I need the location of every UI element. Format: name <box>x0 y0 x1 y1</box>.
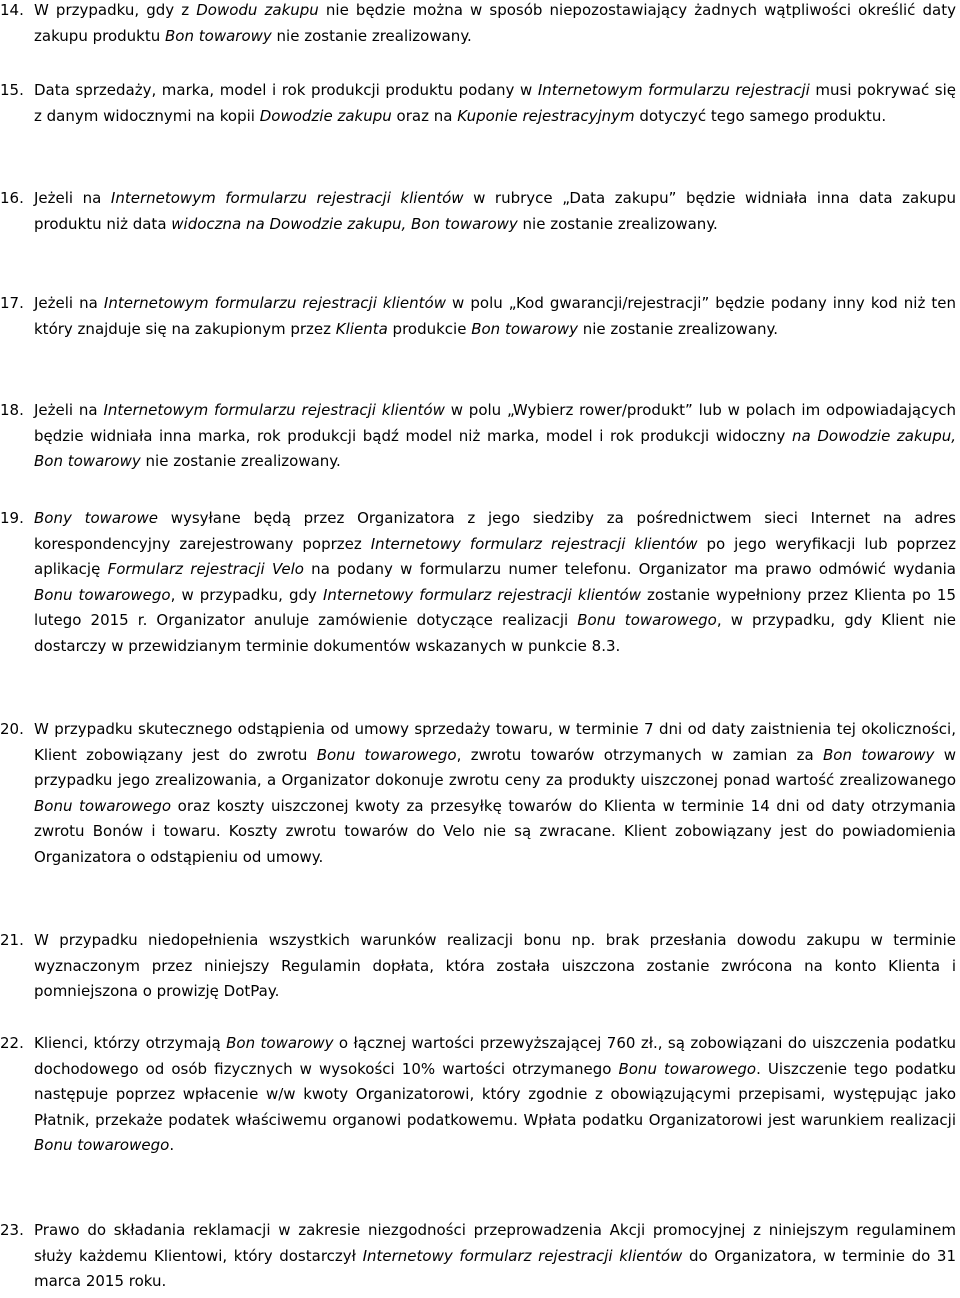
clause-text <box>34 291 956 342</box>
text-run: nie zostanie zrealizowany. <box>140 452 341 470</box>
italic-term: Bon towarowy <box>471 319 578 338</box>
clause-text <box>34 506 956 659</box>
text-run: po jego weryfikacji lub poprzez aplikację <box>34 534 956 578</box>
italic-term: Internetowy formularz rejestracji klientów <box>370 534 698 553</box>
clause-14 <box>0 0 960 49</box>
text-run: w przypadku jego zrealizowania, a Organizator dokonuje zwrotu ceny za produkty uiszczonej ponad wartość zrealizowanego <box>34 745 956 789</box>
text-run: w polu „Wybierz rower/produkt” lub w polach im odpowiadających będzie widniała inna marka, rok produkcji bądź model niż marka, model i rok produkcji widoczny <box>34 401 956 445</box>
clause-text <box>34 78 956 129</box>
text-run: w rubryce „Data zakupu” będzie widniała inna data zakupu produktu niż data <box>34 189 957 233</box>
clause-18 <box>0 398 960 475</box>
italic-term: Bon towarowy <box>823 745 935 764</box>
italic-term: Bon towarowy <box>165 26 272 45</box>
italic-term: Klienta <box>335 319 388 338</box>
text-run: Jeżeli na <box>34 401 104 419</box>
clause-23 <box>0 1218 960 1295</box>
clause-19 <box>0 506 960 659</box>
clause-number: 23. <box>0 1221 24 1239</box>
text-run: Data sprzedaży, marka, model i rok produkcji produktu podany w <box>34 81 538 99</box>
text-run: . <box>169 1136 175 1154</box>
text-run: nie będzie można w sposób niepozostawiający żadnych wątpliwości określić daty zakupu produktu <box>34 1 956 45</box>
clause-text <box>34 928 956 1005</box>
clause-22 <box>0 1031 960 1159</box>
clause-16 <box>0 186 960 237</box>
text-run: oraz na <box>391 106 458 125</box>
clause-20 <box>0 717 960 870</box>
italic-term: Bonu towarowego <box>577 611 717 629</box>
clause-number: 20. <box>0 720 24 738</box>
text-run: w polu „Kod gwarancji/rejestracji” będzie podany inny kod niż ten który znajduje się na zakupionym przez <box>34 294 956 338</box>
text-run: Jeżeli na <box>34 189 111 207</box>
text-run: produkcie <box>387 319 472 338</box>
clause-number: 14. <box>0 1 24 19</box>
italic-term: Dowodu zakupu <box>196 1 319 19</box>
text-run: W przypadku niedopełnienia wszystkich warunków realizacji bonu np. brak przesłania dowodu zakupu w terminie wyznaczonym przez niniejszy Regulamin dopłata, która została uiszczona zostanie zwrócona na konto Klienta i pomniejszona o prowizję DotPay. <box>34 931 956 1000</box>
clause-text <box>34 186 956 237</box>
italic-term: na Dowodzie zakupu, Bon towarowy <box>34 426 956 470</box>
clause-text <box>34 0 956 49</box>
text-run: W przypadku, gdy z <box>34 1 197 19</box>
clause-number: 18. <box>0 401 24 419</box>
clause-17 <box>0 291 960 342</box>
italic-term: Bony towarowe <box>34 509 158 527</box>
italic-term: Internetowym formularzu rejestracji klientów <box>103 294 446 312</box>
text-run: Prawo do składania reklamacji w zakresie niezgodności przeprowadzenia Akcji promocyjnej z niniejszym regulaminem służy każdemu Klientowi, który dostarczył <box>34 1221 956 1265</box>
clause-number: 15. <box>0 81 24 99</box>
text-run: o łącznej wartości przewyższającej 760 zł., są zobowiązani do uiszczenia podatku dochodowego od osób fizycznych w wysokości 10% wartości otrzymanego <box>34 1034 956 1078</box>
italic-term: Bon towarowy <box>226 1034 334 1052</box>
text-run: , zwrotu towarów otrzymanych w zamian za <box>456 745 824 764</box>
clause-number: 17. <box>0 294 24 312</box>
text-run: oraz koszty uiszczonej kwoty za przesyłkę towarów do Klienta w terminie 14 dni od daty otrzymania zwrotu Bonów i towaru. Koszty zwrotu towarów do Velo nie są zwracane. Klient zobowiązany jest do powiadomienia Organizatora o odstąpieniu od umowy. <box>34 796 956 866</box>
italic-term: Bonu towarowego <box>34 796 172 815</box>
text-run: dotyczyć tego samego produktu. <box>634 106 887 125</box>
italic-term: Internetowy formularz rejestracji klientów <box>362 1246 683 1265</box>
text-run: . Uiszczenie tego podatku następuje poprzez wpłacenie w/w kwoty Organizatorowi, który zgodnie z obowiązującymi przepisami, występując jako Płatnik, przekaże podatek właściwemu organowi podatkowemu. Wpłata podatku Organizatorowi jest warunkiem realizacji <box>34 1059 957 1129</box>
text-run: musi pokrywać się z danym widocznymi na kopii <box>34 81 956 125</box>
italic-term: Internetowy formularz rejestracji klientów <box>322 585 641 604</box>
clause-number: 21. <box>0 931 24 949</box>
clause-text <box>34 1218 956 1295</box>
text-run: nie zostanie zrealizowany. <box>517 214 718 233</box>
text-run: zostanie wypełniony przez Klienta po 15 lutego 2015 r. Organizator anuluje zamówienie dotyczące realizacji <box>34 585 956 629</box>
clause-number: 19. <box>0 509 24 527</box>
italic-term: Dowodzie zakupu <box>259 106 392 125</box>
clause-number: 22. <box>0 1034 24 1052</box>
text-run: , w przypadku, gdy Klient nie dostarczy w przewidzianym terminie dokumentów wskazanych w punkcie 8.3. <box>34 611 956 655</box>
italic-term: Bonu towarowego <box>34 585 171 604</box>
text-run: , w przypadku, gdy <box>170 585 323 604</box>
text-run: na podany w formularzu numer telefonu. Organizator ma prawo odmówić wydania <box>303 560 956 578</box>
clause-text <box>34 717 956 870</box>
italic-term: Bonu towarowego <box>34 1136 170 1154</box>
text-run: do Organizatora, w terminie do 31 marca 2015 roku. <box>34 1246 957 1290</box>
clause-15 <box>0 78 960 129</box>
text-run: wysyłane będą przez Organizatora z jego siedziby za pośrednictwem sieci Internet na adres korespondencyjny zarejestrowany poprzez <box>34 509 956 553</box>
italic-term: Internetowym formularzu rejestracji klientów <box>103 401 445 419</box>
text-run: nie zostanie zrealizowany. <box>271 26 472 45</box>
text-run: Jeżeli na <box>34 294 104 312</box>
italic-term: Bonu towarowego <box>316 745 457 764</box>
text-run: nie zostanie zrealizowany. <box>577 319 779 338</box>
italic-term: Formularz rejestracji Velo <box>107 560 304 578</box>
italic-term: Kuponie rejestracyjnym <box>457 106 635 125</box>
italic-term: Internetowym formularzu rejestracji <box>537 81 810 99</box>
clause-text <box>34 1031 956 1159</box>
text-run: Klienci, którzy otrzymają <box>34 1034 227 1052</box>
clause-number: 16. <box>0 189 24 207</box>
italic-term: Internetowym formularzu rejestracji klientów <box>110 189 464 207</box>
clause-text <box>34 398 956 475</box>
text-run: W przypadku skutecznego odstąpienia od umowy sprzedaży towaru, w terminie 7 dni od daty zaistnienia tej okoliczności, Klient zobowiązany jest do zwrotu <box>34 720 956 764</box>
italic-term: widoczna na Dowodzie zakupu, Bon towarowy <box>171 214 518 233</box>
clause-21 <box>0 928 960 1005</box>
italic-term: Bonu towarowego <box>618 1059 757 1078</box>
